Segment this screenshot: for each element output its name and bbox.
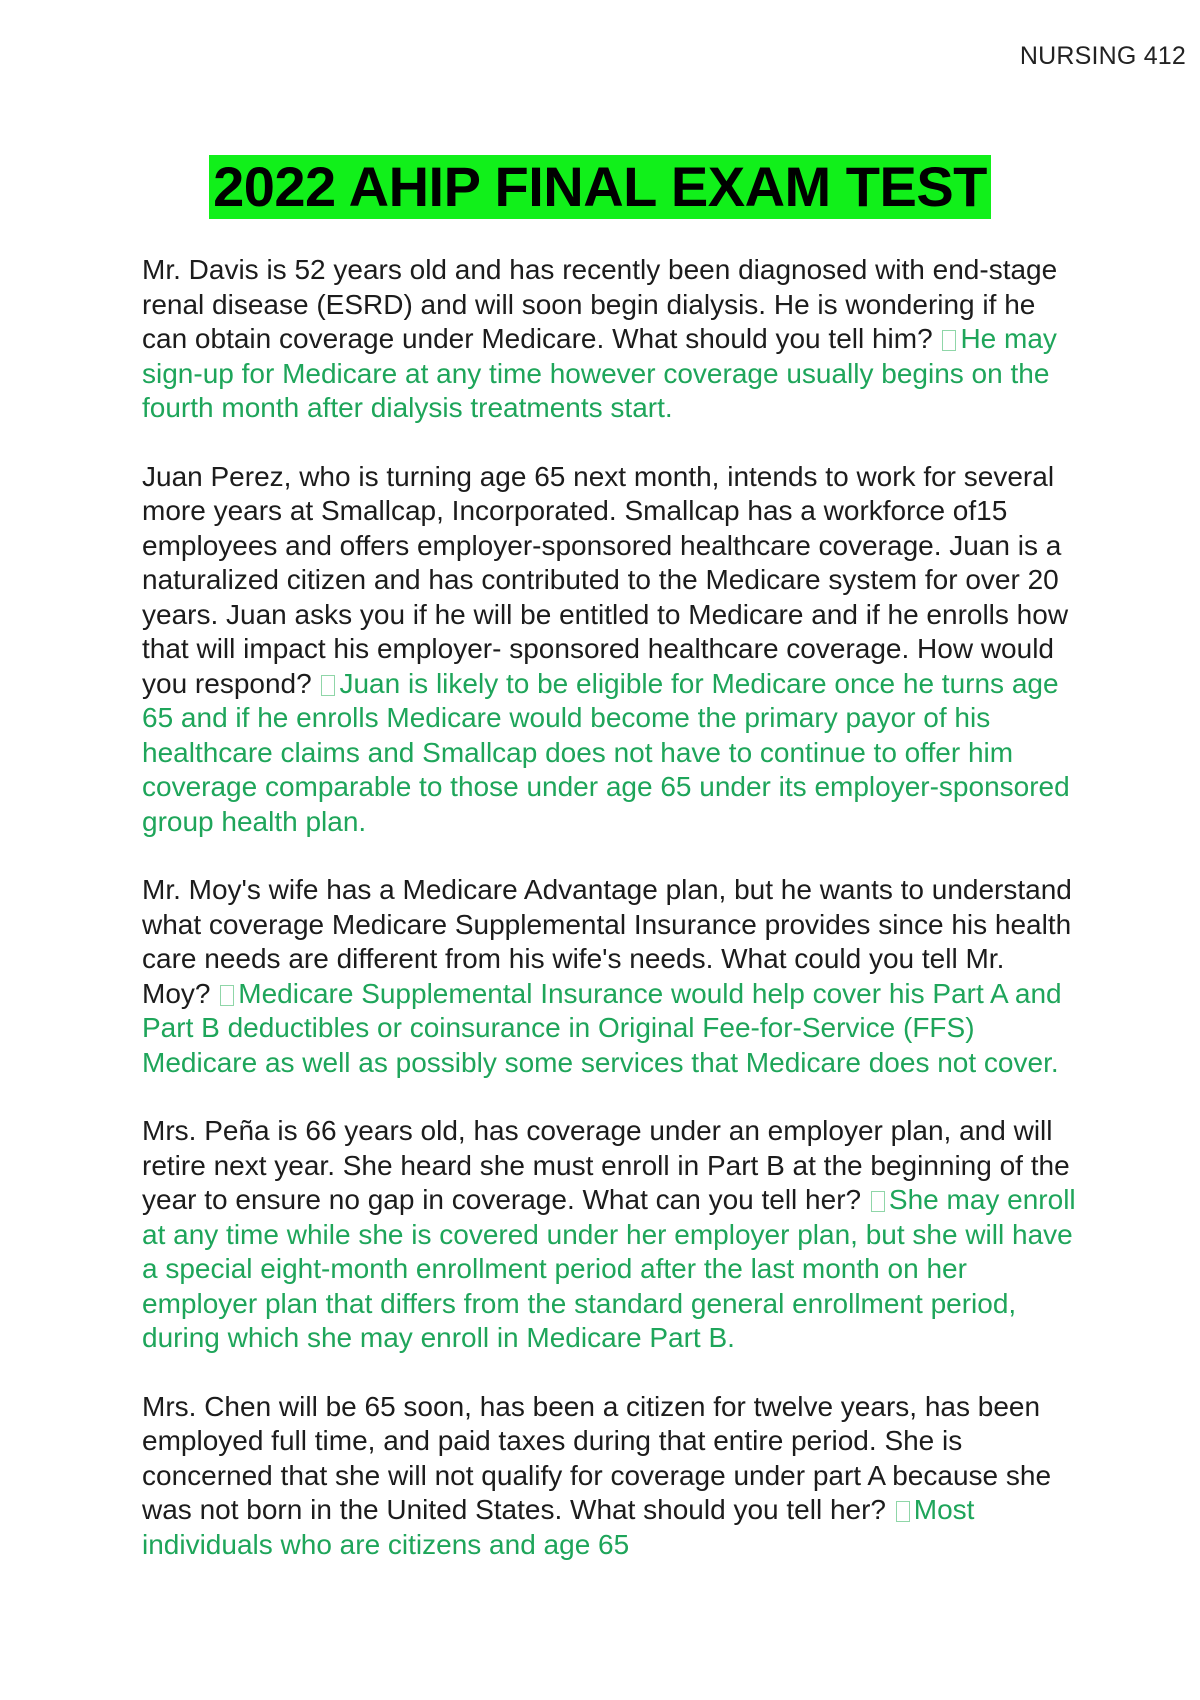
question-text: Juan Perez, who is turning age 65 next month, intends to work for several more years at Smallcap, Incorporated. Smallcap has a workforce of15 employees and offers employer-sponsored healthcare coverage. Juan is a naturalized citizen and has contributed to the Medicare system for over 20 years. Juan asks you if he will be entitled to Medicare and if he enrolls how that will impact his employer- sponsored healthcare coverage. How would you respond?	[142, 460, 1069, 699]
qa-item	[142, 460, 1077, 840]
answer-text: Most individuals who are citizens and age 65	[142, 1494, 975, 1560]
missing-glyph-box-icon	[321, 675, 335, 696]
missing-glyph-box-icon	[220, 985, 234, 1006]
qa-item	[142, 1390, 1077, 1563]
qa-item	[142, 253, 1077, 426]
question-text: Mr. Moy's wife has a Medicare Advantage plan, but he wants to understand what coverage Medicare Supplemental Insurance provides since his health care needs are different from his wife's needs. What could you tell Mr. Moy?	[142, 874, 1072, 1009]
missing-glyph-box-icon	[871, 1191, 885, 1212]
qa-item	[142, 1114, 1077, 1356]
title-container	[0, 155, 1200, 219]
missing-glyph-box-icon	[942, 330, 956, 351]
question-text: Mrs. Chen will be 65 soon, has been a citizen for twelve years, has been employed full time, and paid taxes during that entire period. She is concerned that she will not qualify for coverage under part A because she was not born in the United States. What should you tell her?	[142, 1390, 1052, 1525]
answer-text: He may sign-up for Medicare at any time however coverage usually begins on the fourth month after dialysis treatments start.	[142, 323, 1057, 423]
document-title: 2022 AHIP FINAL EXAM TEST	[209, 155, 991, 219]
missing-glyph-box-icon	[896, 1501, 910, 1522]
qa-item	[142, 873, 1077, 1080]
qa-list	[142, 253, 1077, 1596]
question-text: Mrs. Peña is 66 years old, has coverage under an employer plan, and will retire next year. She heard she must enroll in Part B at the beginning of the year to ensure no gap in coverage. What can you tell her?	[142, 1115, 1070, 1215]
answer-text: She may enroll at any time while she is covered under her employer plan, but she will have a special eight-month enrollment period after the last month on her employer plan that differs from the standard general enrollment period, during which she may enroll in Medicare Part B.	[142, 1184, 1076, 1353]
answer-text: Juan is likely to be eligible for Medicare once he turns age 65 and if he enrolls Medicare would become the primary payor of his healthcare claims and Smallcap does not have to continue to offer him coverage comparable to those under age 65 under its employer-sponsored group health plan.	[142, 667, 1070, 837]
course-label: NURSING 412	[1019, 42, 1186, 70]
question-text: Mr. Davis is 52 years old and has recently been diagnosed with end-stage renal disease (ESRD) and will soon begin dialysis. He is wondering if he can obtain coverage under Medicare. What should you tell him?	[142, 254, 1058, 354]
answer-text: Medicare Supplemental Insurance would help cover his Part A and Part B deductibles or coinsurance in Original Fee-for-Service (FFS) Medicare as well as possibly some services that Medicare does not cover.	[142, 977, 1062, 1078]
